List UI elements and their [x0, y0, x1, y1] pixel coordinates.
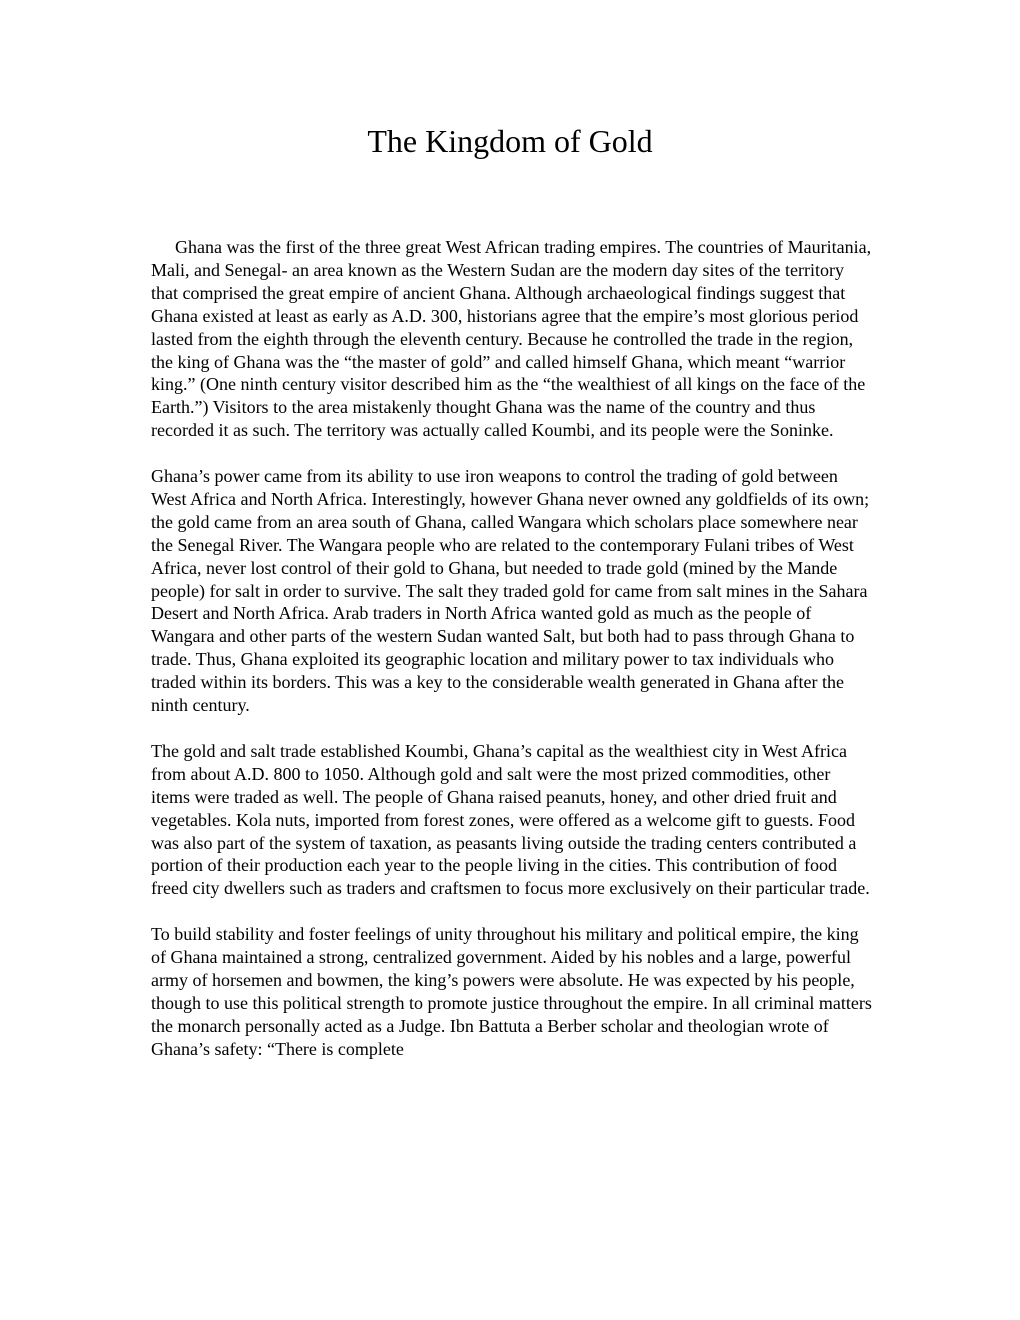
document-title: The Kingdom of Gold — [367, 123, 653, 159]
paragraph-4: To build stability and foster feelings of unity throughout his military and political empire, the king of Ghana maintained a strong, centralized government. Aided by his nobles and a large, powerful army of horsemen and bowmen, the king’s powers were absolute. He was expected by his people, though to use this political strength to promote justice throughout the empire. In all criminal matters the monarch personally acted as a Judge. Ibn Battuta a Berber scholar and theologian wrote of Ghana’s safety: “There is complete — [151, 924, 872, 1059]
document-body — [151, 236, 873, 1061]
paragraph-3: The gold and salt trade established Koumbi, Ghana’s capital as the wealthiest city in West Africa from about A.D. 800 to 1050. Although gold and salt were the most prized commodities, other items were traded as well. The people of Ghana raised peanuts, honey, and other dried fruit and vegetables. Kola nuts, imported from forest zones, were offered as a welcome gift to guests. Food was also part of the system of taxation, as peasants living outside the trading centers contributed a portion of their production each year to the people living in the cities. This contribution of food freed city dwellers such as traders and craftsmen to focus more exclusively on their particular trade. — [151, 740, 870, 899]
paragraph-1: Ghana was the first of the three great West African trading empires. The countries of Mauritania, Mali, and Senegal- an area known as the Western Sudan are the modern day sites of the territory that comprised the great empire of ancient Ghana. Although archaeological findings suggest that Ghana existed at least as early as A.D. 300, historians agree that the empire’s most glorious period lasted from the eighth through the eleventh century. Because he controlled the trade in the region, the king of Ghana was the “the master of gold” and called himself Ghana, which meant “warrior king.” (One ninth century visitor described him as the “the wealthiest of all kings on the face of the Earth.”) Visitors to the area mistakenly thought Ghana was the name of the country and thus recorded it as such. The territory was actually called Koumbi, and its people were the Soninke. — [151, 237, 872, 441]
paragraph-2: Ghana’s power came from its ability to use iron weapons to control the trading of gold between West Africa and North Africa. Interestingly, however Ghana never owned any goldfields of its own; the gold came from an area south of Ghana, called Wangara which scholars place somewhere near the Senegal River. The Wangara people who are related to the contemporary Fulani tribes of West Africa, never lost control of their gold to Ghana, but needed to trade gold (mined by the Mande people) for salt in order to survive. The salt they traded gold for came from salt mines in the Sahara Desert and North Africa. Arab traders in North Africa wanted gold as much as the people of Wangara and other parts of the western Sudan wanted Salt, but both had to pass through Ghana to trade. Thus, Ghana exploited its geographic location and military power to tax individuals who traded within its borders. This was a key to the considerable wealth generated in Ghana after the ninth century. — [151, 466, 870, 716]
